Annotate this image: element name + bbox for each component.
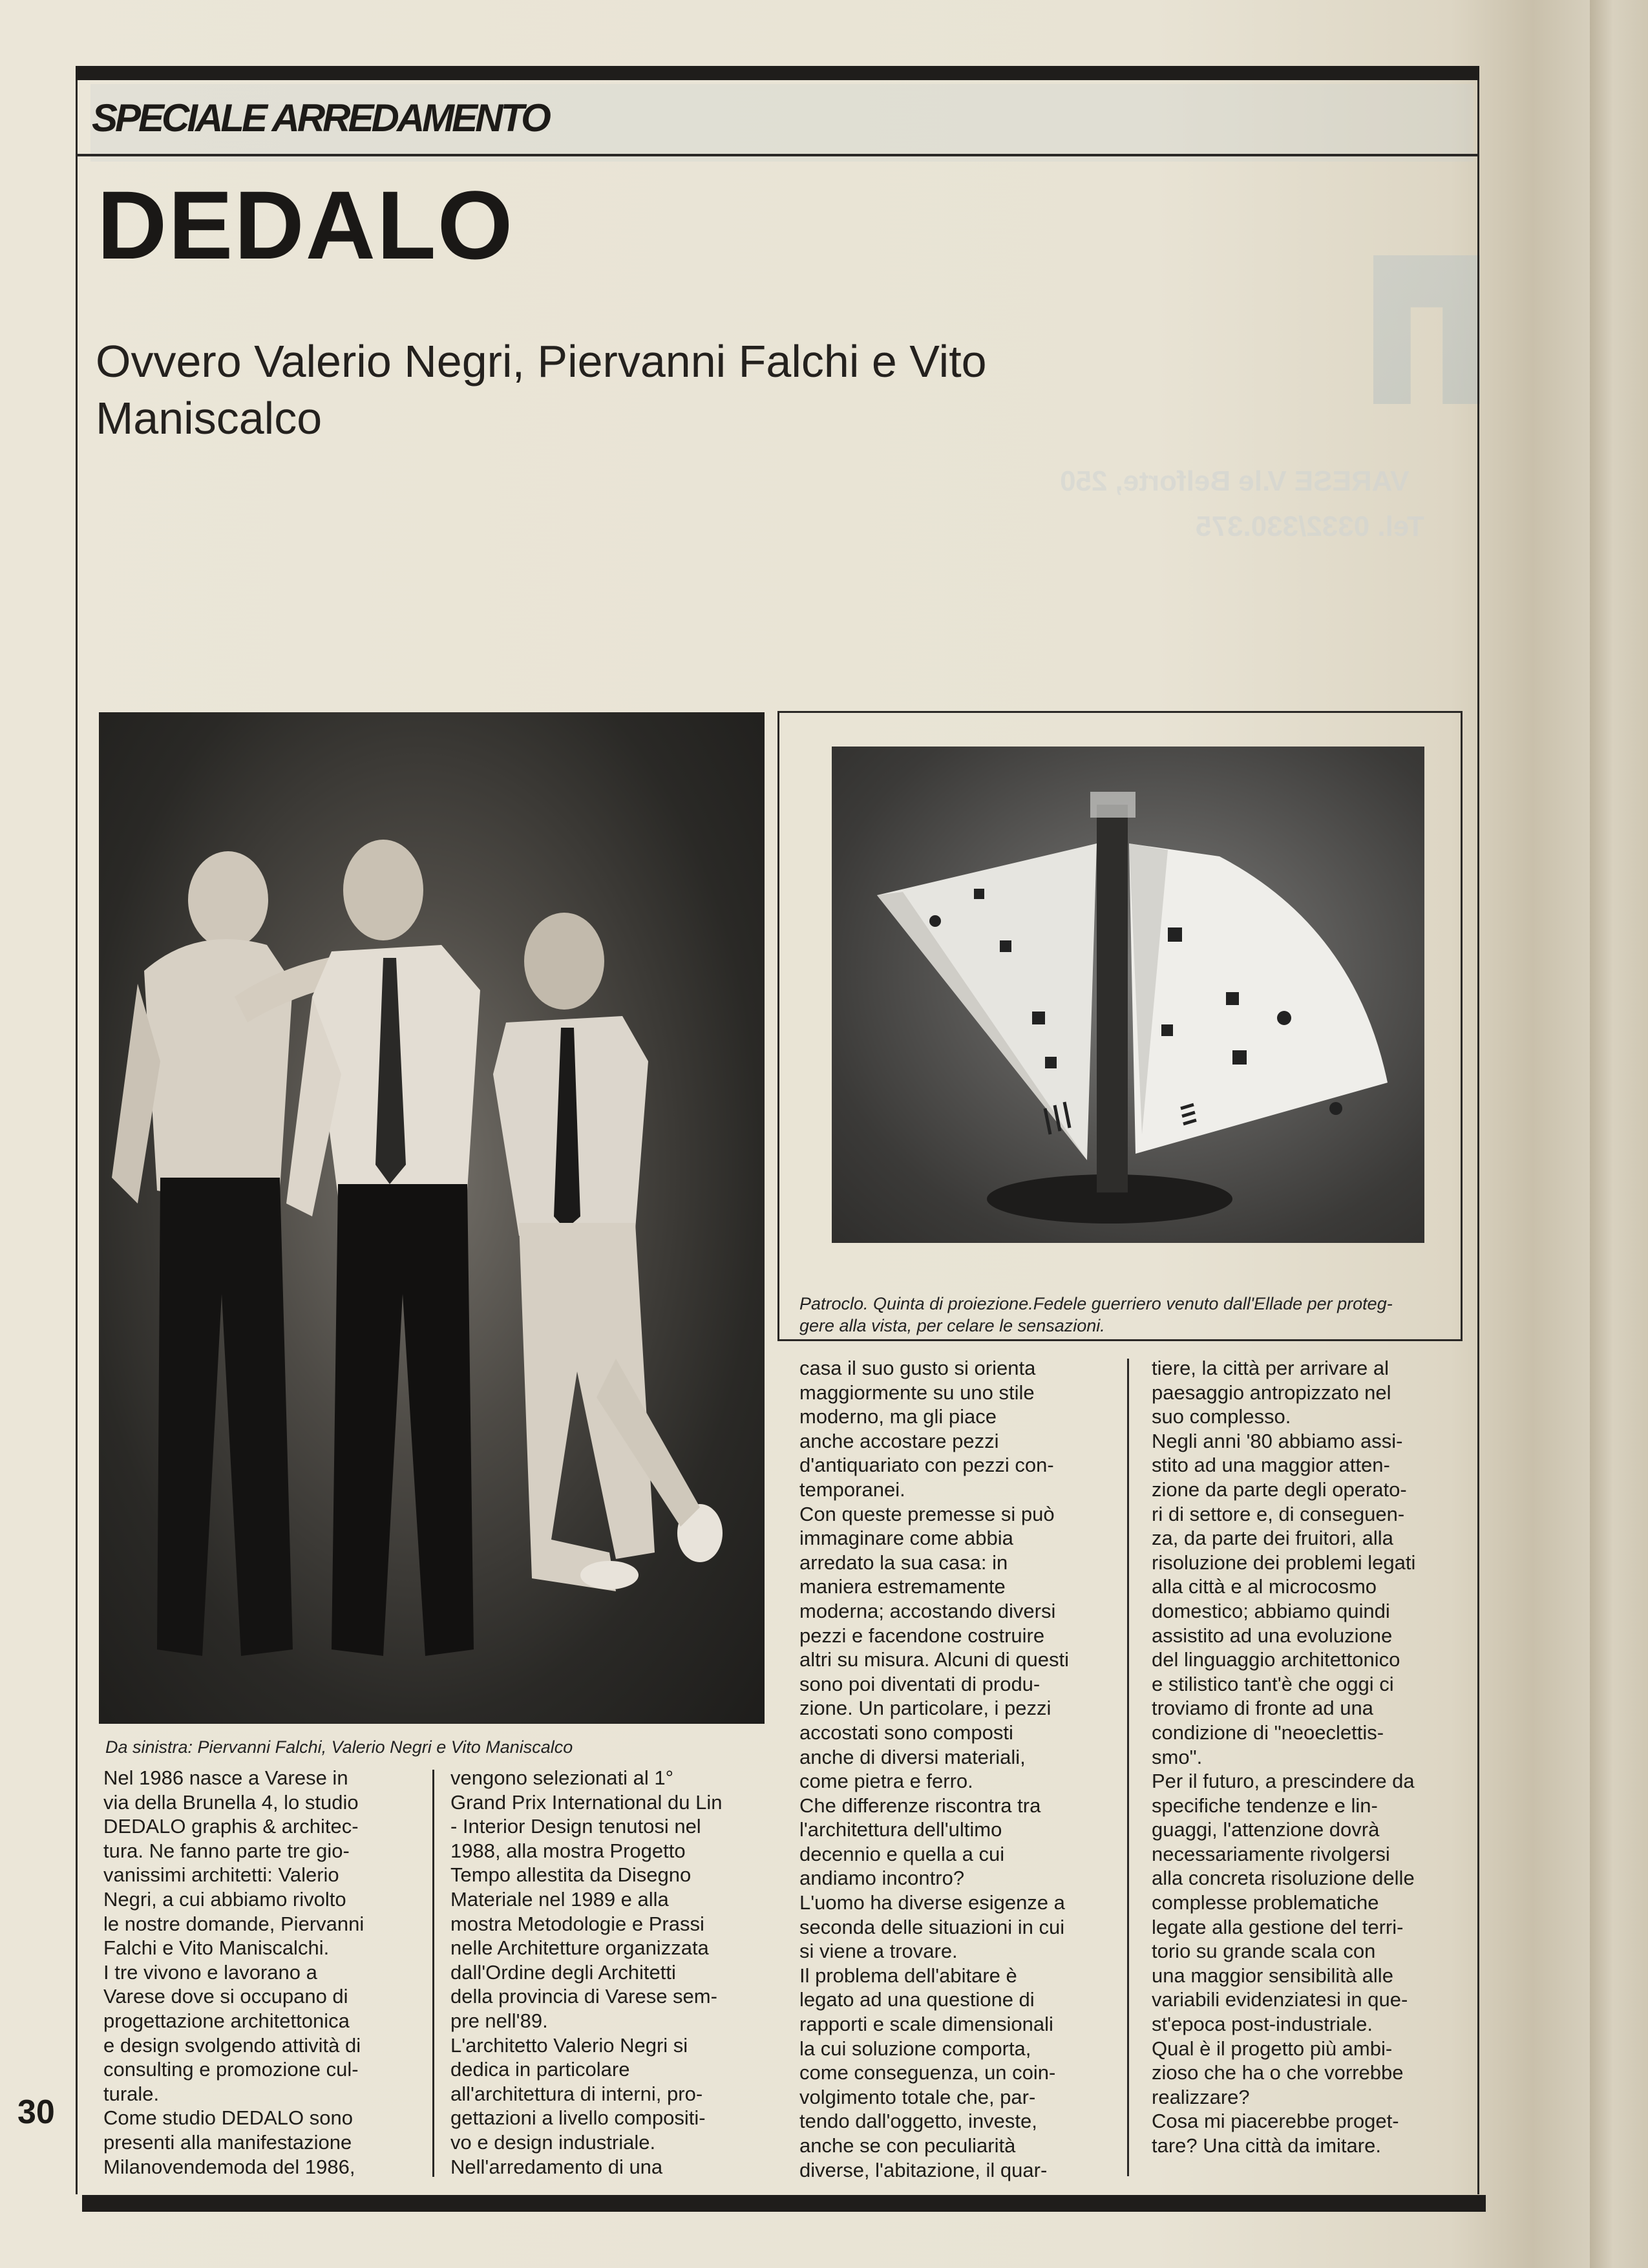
text-line: come pietra e ferro. xyxy=(799,1770,973,1793)
text-line: turale. xyxy=(103,2082,160,2105)
text-line: pezzi e facendone costruire xyxy=(799,1624,1045,1647)
text-line: tiere, la città per arrivare al xyxy=(1152,1357,1389,1379)
text-line: Nell'arredamento di una xyxy=(450,2155,663,2178)
text-line: zione. Un particolare, i pezzi xyxy=(799,1697,1051,1720)
text-line: vengono selezionati al 1° xyxy=(450,1766,674,1789)
facing-page-edge xyxy=(1590,0,1648,2268)
text-line: anche se con peculiarità xyxy=(799,2134,1016,2157)
page-number: 30 xyxy=(17,2093,55,2131)
text-line: temporanei. xyxy=(799,1478,905,1501)
text-line: mostra Metodologie e Prassi xyxy=(450,1912,704,1935)
text-line: specifiche tendenze e lin- xyxy=(1152,1794,1378,1817)
text-line: Che differenze riscontra tra xyxy=(799,1794,1041,1817)
text-line: maggiormente su uno stile xyxy=(799,1381,1035,1404)
text-line: rapporti e scale dimensionali xyxy=(799,2013,1053,2036)
text-line: altri su misura. Alcuni di questi xyxy=(799,1648,1069,1671)
text-line: Materiale nel 1989 e alla xyxy=(450,1887,669,1911)
text-line: suo complesso. xyxy=(1152,1405,1291,1428)
text-line: tendo dall'oggetto, investe, xyxy=(799,2110,1037,2133)
text-line: vanissimi architetti: Valerio xyxy=(103,1863,339,1887)
ghost-phone: Tel. 0332/330.375 xyxy=(1196,511,1424,542)
portrait-photo xyxy=(99,712,765,1724)
text-line: zioso che ha o che vorrebbe xyxy=(1152,2061,1404,2084)
text-line: all'architettura di interni, pro- xyxy=(450,2082,703,2105)
text-line: st'epoca post-industriale. xyxy=(1152,2013,1373,2036)
text-line: paesaggio antropizzato nel xyxy=(1152,1381,1391,1404)
text-line: andiamo incontro? xyxy=(799,1867,965,1890)
text-line: pre nell'89. xyxy=(450,2009,548,2032)
text-line: e design svolgendo attività di xyxy=(103,2033,361,2057)
text-line: ri di settore e, di conseguen- xyxy=(1152,1502,1405,1525)
text-line: risoluzione dei problemi legati xyxy=(1152,1551,1416,1574)
text-line: stito ad una maggior atten- xyxy=(1152,1454,1390,1477)
text-line: nelle Architetture organizzata xyxy=(450,1936,709,1960)
text-line: Varese dove si occupano di xyxy=(103,1985,348,2008)
kicker-underline xyxy=(76,154,1479,156)
object-photo xyxy=(832,747,1424,1243)
patroclo-screen-illustration xyxy=(832,747,1424,1243)
text-line: del linguaggio architettonico xyxy=(1152,1648,1400,1671)
object-caption xyxy=(799,1293,1393,1337)
text-line: presenti alla manifestazione xyxy=(103,2130,352,2154)
bottom-rule xyxy=(82,2195,1486,2212)
text-line: anche di diversi materiali, xyxy=(799,1745,1026,1768)
text-line: Nel 1986 nasce a Varese in xyxy=(103,1766,348,1789)
text-line: l'architettura dell'ultimo xyxy=(799,1818,1002,1841)
text-line: Grand Prix International du Lin xyxy=(450,1790,723,1814)
text-line: volgimento totale che, par- xyxy=(799,2085,1036,2108)
text-line: la cui soluzione comporta, xyxy=(799,2037,1031,2060)
text-line: Con queste premesse si può xyxy=(799,1502,1055,1525)
object-caption-line-1: Patroclo. Quinta di proiezione.Fedele guerriero venuto dall'Ellade per proteg- xyxy=(799,1294,1393,1313)
text-line: consulting e promozione cul- xyxy=(103,2058,359,2081)
text-line: torio su grande scala con xyxy=(1152,1940,1376,1963)
text-line: guaggi, l'attenzione dovrà xyxy=(1152,1818,1380,1841)
text-line: progettazione architettonica xyxy=(103,2009,350,2032)
text-line: za, da parte dei fruitori, alla xyxy=(1152,1527,1393,1550)
text-line: zione da parte degli operato- xyxy=(1152,1478,1407,1501)
text-line: Qual è il progetto più ambi- xyxy=(1152,2037,1393,2060)
text-line: Tempo allestita da Disegno xyxy=(450,1863,692,1887)
text-line: L'uomo ha diverse esigenze a xyxy=(799,1891,1065,1914)
text-line: seconda delle situazioni in cui xyxy=(799,1915,1065,1938)
text-line: via della Brunella 4, lo studio xyxy=(103,1790,359,1814)
text-line: maniera estremamente xyxy=(799,1575,1006,1598)
text-line: le nostre domande, Piervanni xyxy=(103,1912,364,1935)
text-line: accostati sono composti xyxy=(799,1721,1013,1744)
text-line: una maggior sensibilità alle xyxy=(1152,1964,1393,1987)
text-line: necessariamente rivolgersi xyxy=(1152,1842,1390,1865)
text-line: Falchi e Vito Maniscalchi. xyxy=(103,1936,330,1960)
text-line: - Interior Design tenutosi nel xyxy=(450,1815,701,1838)
text-line: legate alla gestione del terri- xyxy=(1152,1915,1404,1938)
text-line: Come studio DEDALO sono xyxy=(103,2106,353,2130)
body-column-1 xyxy=(103,1766,364,2179)
text-line: dall'Ordine degli Architetti xyxy=(450,1960,676,1984)
text-line: immaginare come abbia xyxy=(799,1527,1013,1550)
text-line: anche accostare pezzi xyxy=(799,1429,999,1452)
text-line: Negli anni '80 abbiamo assi- xyxy=(1152,1429,1403,1452)
text-line: alla città e al microcosmo xyxy=(1152,1575,1377,1598)
body-column-4 xyxy=(1152,1356,1415,2158)
object-caption-line-2: gere alla vista, per celare le sensazioni. xyxy=(799,1316,1105,1335)
text-line: decennio e quella a cui xyxy=(799,1842,1005,1865)
text-line: DEDALO graphis & architec- xyxy=(103,1815,359,1838)
text-line: vo e design industriale. xyxy=(450,2130,656,2154)
ghost-address: VARESE V.le Belforte, 250 xyxy=(1060,465,1410,497)
text-line: arredato la sua casa: in xyxy=(799,1551,1008,1574)
text-line: dedica in particolare xyxy=(450,2058,630,2081)
body-column-2 xyxy=(450,1766,722,2179)
column-rule-2 xyxy=(1127,1359,1129,2176)
top-rule xyxy=(76,66,1479,80)
text-line: si viene a trovare. xyxy=(799,1940,958,1963)
section-kicker: SPECIALE ARREDAMENTO xyxy=(92,96,549,140)
text-line: condizione di "neoeclettis- xyxy=(1152,1721,1384,1744)
text-line: della provincia di Varese sem- xyxy=(450,1985,717,2008)
text-line: come conseguenza, un coin- xyxy=(799,2061,1056,2084)
text-line: complesse problematiche xyxy=(1152,1891,1379,1914)
text-line: assistito ad una evoluzione xyxy=(1152,1624,1393,1647)
text-line: casa il suo gusto si orienta xyxy=(799,1357,1036,1379)
text-line: realizzare? xyxy=(1152,2085,1250,2108)
portrait-illustration xyxy=(99,712,765,1724)
text-line: variabili evidenziatesi in que- xyxy=(1152,1988,1408,2011)
text-line: Negri, a cui abbiamo rivolto xyxy=(103,1887,346,1911)
text-line: moderna; accostando diversi xyxy=(799,1599,1056,1622)
article-title: DEDALO xyxy=(97,171,514,279)
text-line: gettazioni a livello compositi- xyxy=(450,2106,706,2130)
text-line: alla concreta risoluzione delle xyxy=(1152,1867,1415,1890)
text-line: sono poi diventati di produ- xyxy=(799,1672,1041,1695)
text-line: Milanovendemoda del 1986, xyxy=(103,2155,355,2178)
text-line: troviamo di fronte ad una xyxy=(1152,1697,1373,1720)
text-line: domestico; abbiamo quindi xyxy=(1152,1599,1390,1622)
text-line: Cosa mi piacerebbe proget- xyxy=(1152,2110,1399,2133)
column-rule-1 xyxy=(432,1770,434,2177)
text-line: d'antiquariato con pezzi con- xyxy=(799,1454,1054,1477)
article-subtitle: Ovvero Valerio Negri, Piervanni Falchi e Vito Maniscalco xyxy=(96,336,987,443)
text-line: moderno, ma gli piace xyxy=(799,1405,997,1428)
portrait-caption: Da sinistra: Piervanni Falchi, Valerio Negri e Vito Maniscalco xyxy=(105,1737,573,1757)
text-line: smo". xyxy=(1152,1745,1203,1768)
text-line: Per il futuro, a prescindere da xyxy=(1152,1770,1415,1793)
text-line: L'architetto Valerio Negri si xyxy=(450,2033,688,2057)
text-line: tura. Ne fanno parte tre gio- xyxy=(103,1839,350,1862)
body-column-3 xyxy=(799,1356,1069,2182)
text-line: diverse, l'abitazione, il quar- xyxy=(799,2158,1048,2181)
text-line: I tre vivono e lavorano a xyxy=(103,1960,317,1984)
text-line: tare? Una città da imitare. xyxy=(1152,2134,1381,2157)
text-line: 1988, alla mostra Progetto xyxy=(450,1839,686,1862)
text-line: legato ad una questione di xyxy=(799,1988,1035,2011)
text-line: e stilistico tant'è che oggi ci xyxy=(1152,1672,1394,1695)
text-line: Il problema dell'abitare è xyxy=(799,1964,1017,1987)
